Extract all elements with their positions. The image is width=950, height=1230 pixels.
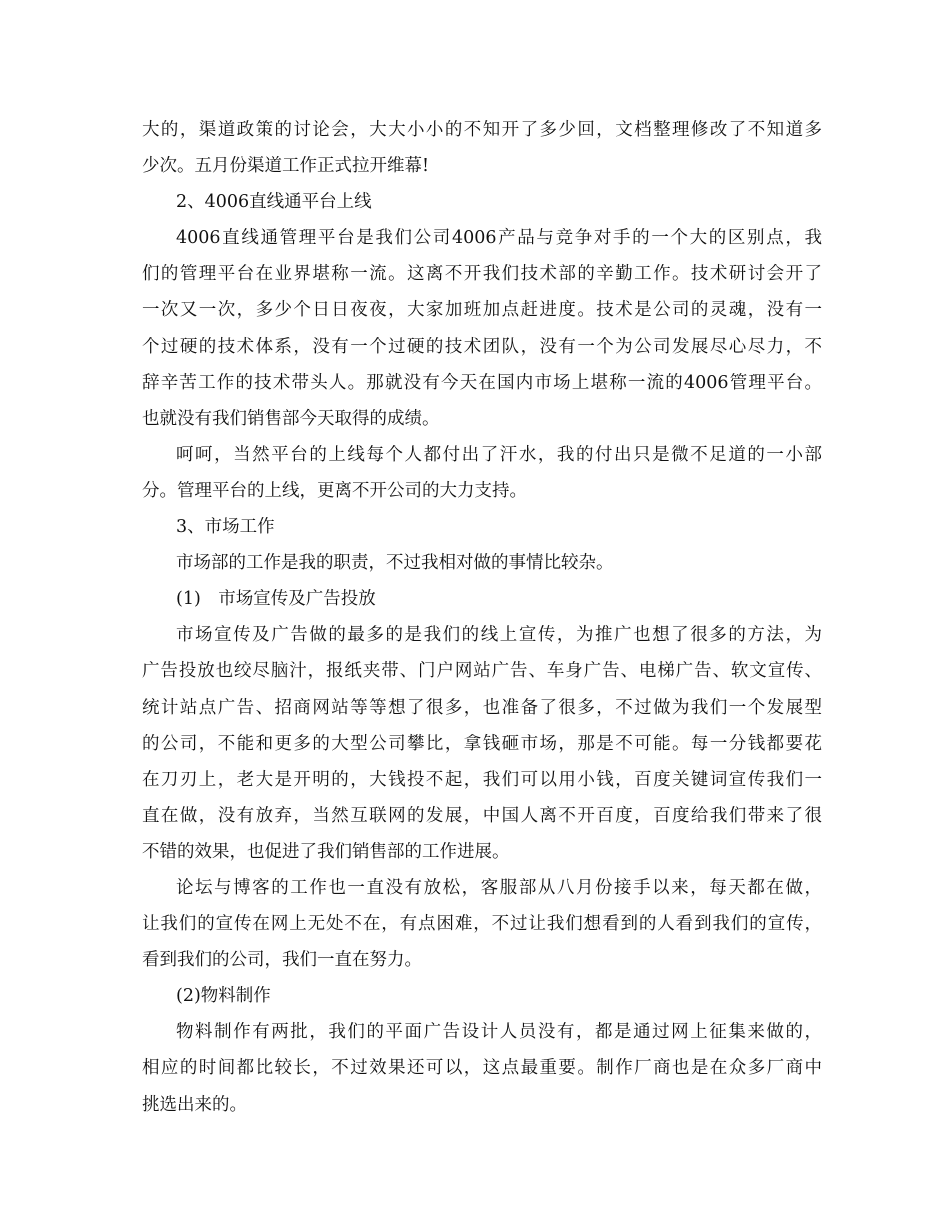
paragraph-line: 物料制作有两批，我们的平面广告设计人员没有，都是通过网上征集来做的， [176,1022,822,1043]
paragraph-line: 也就没有我们销售部今天取得的成绩。 [142,408,440,429]
document-body [142,112,822,1123]
section-heading: 3、市场工作 [176,517,275,538]
paragraph-line: 的公司，不能和更多的大型公司攀比，拿钱砸市场，那是不可能。每一分钱都要花 [142,733,822,754]
paragraph-line: 论坛与博客的工作也一直没有放松，客服部从八月份接手以来，每天都在做， [176,877,822,898]
paragraph-line: 在刀刃上，老大是开明的，大钱投不起，我们可以用小钱，百度关键词宣传我们一 [142,769,822,790]
paragraph-line: 少次。五月份渠道工作正式拉开维幕! [142,156,430,177]
paragraph-line: 辞辛苦工作的技术带头人。那就没有今天在国内市场上堪称一流的4006管理平台。 [142,372,822,393]
paragraph-line: 看到我们的公司，我们一直在努力。 [142,950,422,971]
paragraph-line: 统计站点广告、招商网站等等想了很多，也准备了很多，不过做为我们一个发展型 [142,697,822,718]
paragraph-line: 市场部的工作是我的职责，不过我相对做的事情比较杂。 [176,553,614,574]
paragraph-line: 个过硬的技术体系，没有一个过硬的技术团队，没有一个为公司发展尽心尽力，不 [142,336,822,357]
paragraph-line: 挑选出来的。 [142,1094,247,1115]
section-heading: 2、4006直线通平台上线 [176,192,372,213]
paragraph-line: 相应的时间都比较长，不过效果还可以，这点最重要。制作厂商也是在众多厂商中 [142,1058,822,1079]
subsection-heading: (2)物料制作 [176,986,271,1007]
paragraph-line: 让我们的宣传在网上无处不在，有点困难，不过让我们想看到的人看到我们的宣传， [142,914,822,935]
paragraph-line: 广告投放也绞尽脑汁，报纸夹带、门户网站广告、车身广告、电梯广告、软文宣传、 [142,661,822,682]
paragraph-line: 不错的效果，也促进了我们销售部的工作进展。 [142,841,510,862]
paragraph-line: 呵呵，当然平台的上线每个人都付出了汗水，我的付出只是微不足道的一小部 [176,444,822,465]
paragraph-line: 一次又一次，多少个日日夜夜，大家加班加点赶进度。技术是公司的灵魂，没有一 [142,300,822,321]
paragraph-line: 大的，渠道政策的讨论会，大大小小的不知开了多少回，文档整理修改了不知道多 [142,120,822,140]
paragraph-line: 市场宣传及广告做的最多的是我们的线上宣传，为推广也想了很多的方法，为 [176,625,822,646]
paragraph-line: 们的管理平台在业界堪称一流。这离不开我们技术部的辛勤工作。技术研讨会开了 [142,264,822,285]
paragraph-line: 4006直线通管理平台是我们公司4006产品与竞争对手的一个大的区别点，我 [176,228,822,249]
subsection-heading: (1) 市场宣传及广告投放 [176,589,376,610]
paragraph-line: 分。管理平台的上线，更离不开公司的大力支持。 [142,480,527,501]
paragraph-line: 直在做，没有放弃，当然互联网的发展，中国人离不开百度，百度给我们带来了很 [142,805,822,826]
